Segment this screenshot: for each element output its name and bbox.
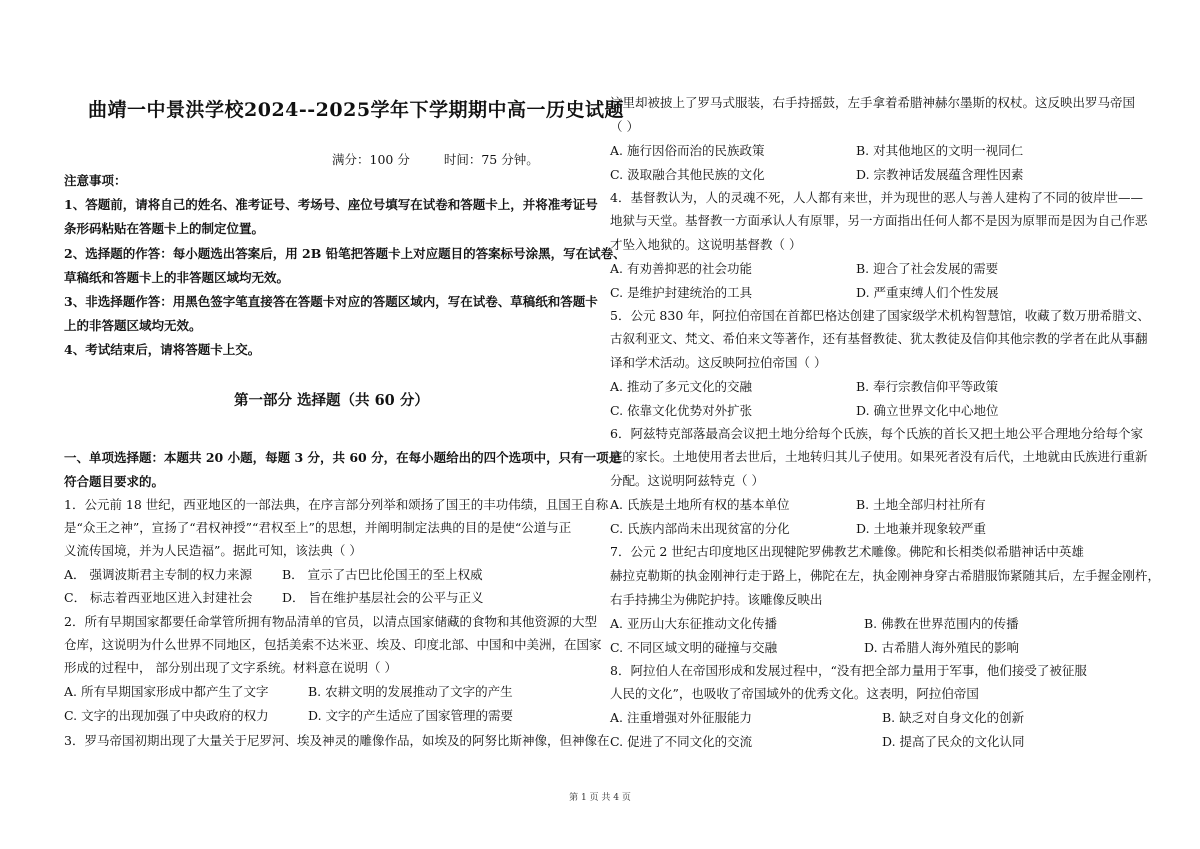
q2-stem: 仓库，这说明为什么世界不同地区，包括美索不达米亚、埃及、印度北部、中国和中美洲，在国家 xyxy=(64,637,602,652)
q7-stem: 右手持拂尘为佛陀护持。该雕像反映出 xyxy=(610,592,823,607)
q1-stem: 1．公元前 18 世纪，西亚地区的一部法典，在序言部分列举和颂扬了国王的丰功伟绩，且国王自称 xyxy=(64,497,609,512)
score-line: 满分：100 分 xyxy=(332,152,410,167)
part-heading: 第一部分 选择题（共 60 分） xyxy=(234,392,429,409)
exam-title: 曲靖一中景洪学校2024--2025学年下学期期中高一历史试题 xyxy=(88,99,625,121)
q5-option-c[interactable]: C. 依靠文化优势对外扩张 xyxy=(610,403,753,418)
q3-option-d[interactable]: D. 宗教神话发展蕴含理性因素 xyxy=(856,167,1024,182)
q4-option-d[interactable]: D. 严重束缚人们个性发展 xyxy=(856,285,999,300)
q6-stem: 分配。这说明阿兹特克（ ） xyxy=(610,473,764,488)
time-line: 时间：75 分钟。 xyxy=(443,152,539,167)
notice-line: 4、考试结束后，请将答题卡上交。 xyxy=(64,342,261,357)
q6-option-d[interactable]: D. 土地兼并现象较严重 xyxy=(856,521,987,536)
section-intro: 一、单项选择题：本题共 20 小题，每题 3 分，共 60 分，在每小题给出的四个选项中，只有一项是 xyxy=(64,450,622,465)
q8-option-a[interactable]: A. 注重增强对外征服能力 xyxy=(610,710,752,725)
q1-option-a[interactable]: A． 强调波斯君主专制的权力来源 xyxy=(64,567,253,582)
q5-stem: 译和学术活动。这反映阿拉伯帝国（ ） xyxy=(610,355,827,370)
notice-line: 1、答题前，请将自己的姓名、准考证号、考场号、座位号填写在试卷和答题卡上，并将准考证号 xyxy=(64,197,598,212)
q7-option-b[interactable]: B. 佛教在世界范围内的传播 xyxy=(864,616,1019,631)
q4-option-a[interactable]: A. 有劝善抑恶的社会功能 xyxy=(610,261,752,276)
notice-line: 草稿纸和答题卡上的非答题区域均无效。 xyxy=(64,270,290,285)
q4-stem: 地狱与天堂。基督教一方面承认人有原罪，另一方面指出任何人都不是因为原罪而是因为自己作恶 xyxy=(610,213,1148,228)
q5-stem: 古叙利亚文、梵文、希伯来文等著作，还有基督教徒、犹太教徒及信仰其他宗教的学者在此从事翻 xyxy=(610,331,1148,346)
q4-stem: 才坠入地狱的。这说明基督教（ ） xyxy=(610,237,802,252)
q1-option-b[interactable]: B． 宣示了古巴比伦国王的至上权威 xyxy=(282,567,483,582)
notice-heading: 注意事项： xyxy=(64,173,127,188)
section-intro: 符合题目要求的。 xyxy=(64,474,165,489)
q3-option-a[interactable]: A. 施行因俗而治的民族政策 xyxy=(610,143,765,158)
q2-option-c[interactable]: C. 文字的出现加强了中央政府的权力 xyxy=(64,708,269,723)
q4-option-b[interactable]: B. 迎合了社会发展的需要 xyxy=(856,261,999,276)
page-number-footer: 第 1 页 共 4 页 xyxy=(569,793,631,803)
notice-line: 3、非选择题作答：用黑色签字笔直接答在答题卡对应的答题区域内，写在试卷、草稿纸和答题卡 xyxy=(64,294,598,309)
q2-stem: 形成的过程中， 部分别出现了文字系统。材料意在说明（ ） xyxy=(64,660,397,675)
q6-option-a[interactable]: A. 氏族是土地所有权的基本单位 xyxy=(610,497,790,512)
q6-option-b[interactable]: B. 土地全部归村社所有 xyxy=(856,497,986,512)
q4-stem: 4．基督教认为，人的灵魂不死，人人都有来世，并为现世的恶人与善人建构了不同的彼岸世—— xyxy=(610,190,1143,205)
q8-stem: 人民的文化”，也吸收了帝国域外的优秀文化。这表明，阿拉伯帝国 xyxy=(610,686,979,701)
q3-option-c[interactable]: C. 汲取融合其他民族的文化 xyxy=(610,167,765,182)
q1-stem: 是“众王之神”，宣扬了“君权神授”“君权至上”的思想，并阐明制定法典的目的是使“公道与正 xyxy=(64,520,572,535)
q3-option-b[interactable]: B. 对其他地区的文明一视同仁 xyxy=(856,143,1024,158)
q5-option-d[interactable]: D. 确立世界文化中心地位 xyxy=(856,403,999,418)
q5-option-b[interactable]: B. 奉行宗教信仰平等政策 xyxy=(856,379,999,394)
q5-stem: 5．公元 830 年，阿拉伯帝国在首都巴格达创建了国家级学术机构智慧馆，收藏了数万册希腊文、 xyxy=(610,308,1150,323)
q1-option-c[interactable]: C． 标志着西亚地区进入封建社会 xyxy=(64,590,253,605)
q2-option-b[interactable]: B. 农耕文明的发展推动了文字的产生 xyxy=(308,684,513,699)
q7-stem: 7．公元 2 世纪古印度地区出现犍陀罗佛教艺术雕像。佛陀和长相类似希腊神话中英雄 xyxy=(610,544,1084,559)
q6-stem: 庭的家长。土地使用者去世后，土地转归其儿子使用。如果死者没有后代，土地就由氏族进行重新 xyxy=(610,449,1148,464)
q8-option-d[interactable]: D. 提高了民众的文化认同 xyxy=(882,734,1025,749)
q5-option-a[interactable]: A. 推动了多元文化的交融 xyxy=(610,379,752,394)
notice-line: 2、选择题的作答：每小题选出答案后，用 2B 铅笔把答题卡上对应题目的答案标号涂黑，写在试卷、 xyxy=(64,246,626,261)
q3-stem: 这里却被披上了罗马式服装，右手持摇鼓，左手拿着希腊神赫尔墨斯的权杖。这反映出罗马帝国 xyxy=(610,95,1136,110)
q2-option-a[interactable]: A. 所有早期国家形成中都产生了文字 xyxy=(64,684,269,699)
q3-stem: （ ） xyxy=(610,119,639,134)
q4-option-c[interactable]: C. 是维护封建统治的工具 xyxy=(610,285,753,300)
q3-stem: 3．罗马帝国初期出现了大量关于尼罗河、埃及神灵的雕像作品，如埃及的阿努比斯神像，但神像在 xyxy=(64,733,610,748)
q1-option-d[interactable]: D． 旨在维护基层社会的公平与正义 xyxy=(282,590,484,605)
notice-line: 条形码粘贴在答题卡上的制定位置。 xyxy=(64,221,265,236)
q8-option-c[interactable]: C. 促进了不同文化的交流 xyxy=(610,734,753,749)
q7-option-d[interactable]: D. 古希腊人海外殖民的影响 xyxy=(864,640,1020,655)
q7-option-c[interactable]: C. 不同区域文明的碰撞与交融 xyxy=(610,640,778,655)
q6-stem: 6．阿兹特克部落最高会议把土地分给每个氏族，每个氏族的首长又把土地公平合理地分给每个家 xyxy=(610,426,1143,441)
notice-line: 上的非答题区域均无效。 xyxy=(64,318,202,333)
q8-stem: 8．阿拉伯人在帝国形成和发展过程中，“没有把全部力量用于军事，他们接受了被征服 xyxy=(610,663,1087,678)
q2-stem: 2．所有早期国家都要任命掌管所拥有物品清单的官员，以清点国家储藏的食物和其他资源的大型 xyxy=(64,614,597,629)
q7-stem: 赫拉克勒斯的执金刚神行走于路上，佛陀在左，执金刚神身穿古希腊服饰紧随其后，左手握金刚杵， xyxy=(610,568,1161,583)
q1-stem: 义流传国境，并为人民造福”。据此可知，该法典（ ） xyxy=(64,543,362,558)
q8-option-b[interactable]: B. 缺乏对自身文化的创新 xyxy=(882,710,1025,725)
q2-option-d[interactable]: D. 文字的产生适应了国家管理的需要 xyxy=(308,708,514,723)
q6-option-c[interactable]: C. 氏族内部尚未出现贫富的分化 xyxy=(610,521,790,536)
exam-meta xyxy=(332,150,539,168)
q7-option-a[interactable]: A. 亚历山大东征推动文化传播 xyxy=(610,616,777,631)
